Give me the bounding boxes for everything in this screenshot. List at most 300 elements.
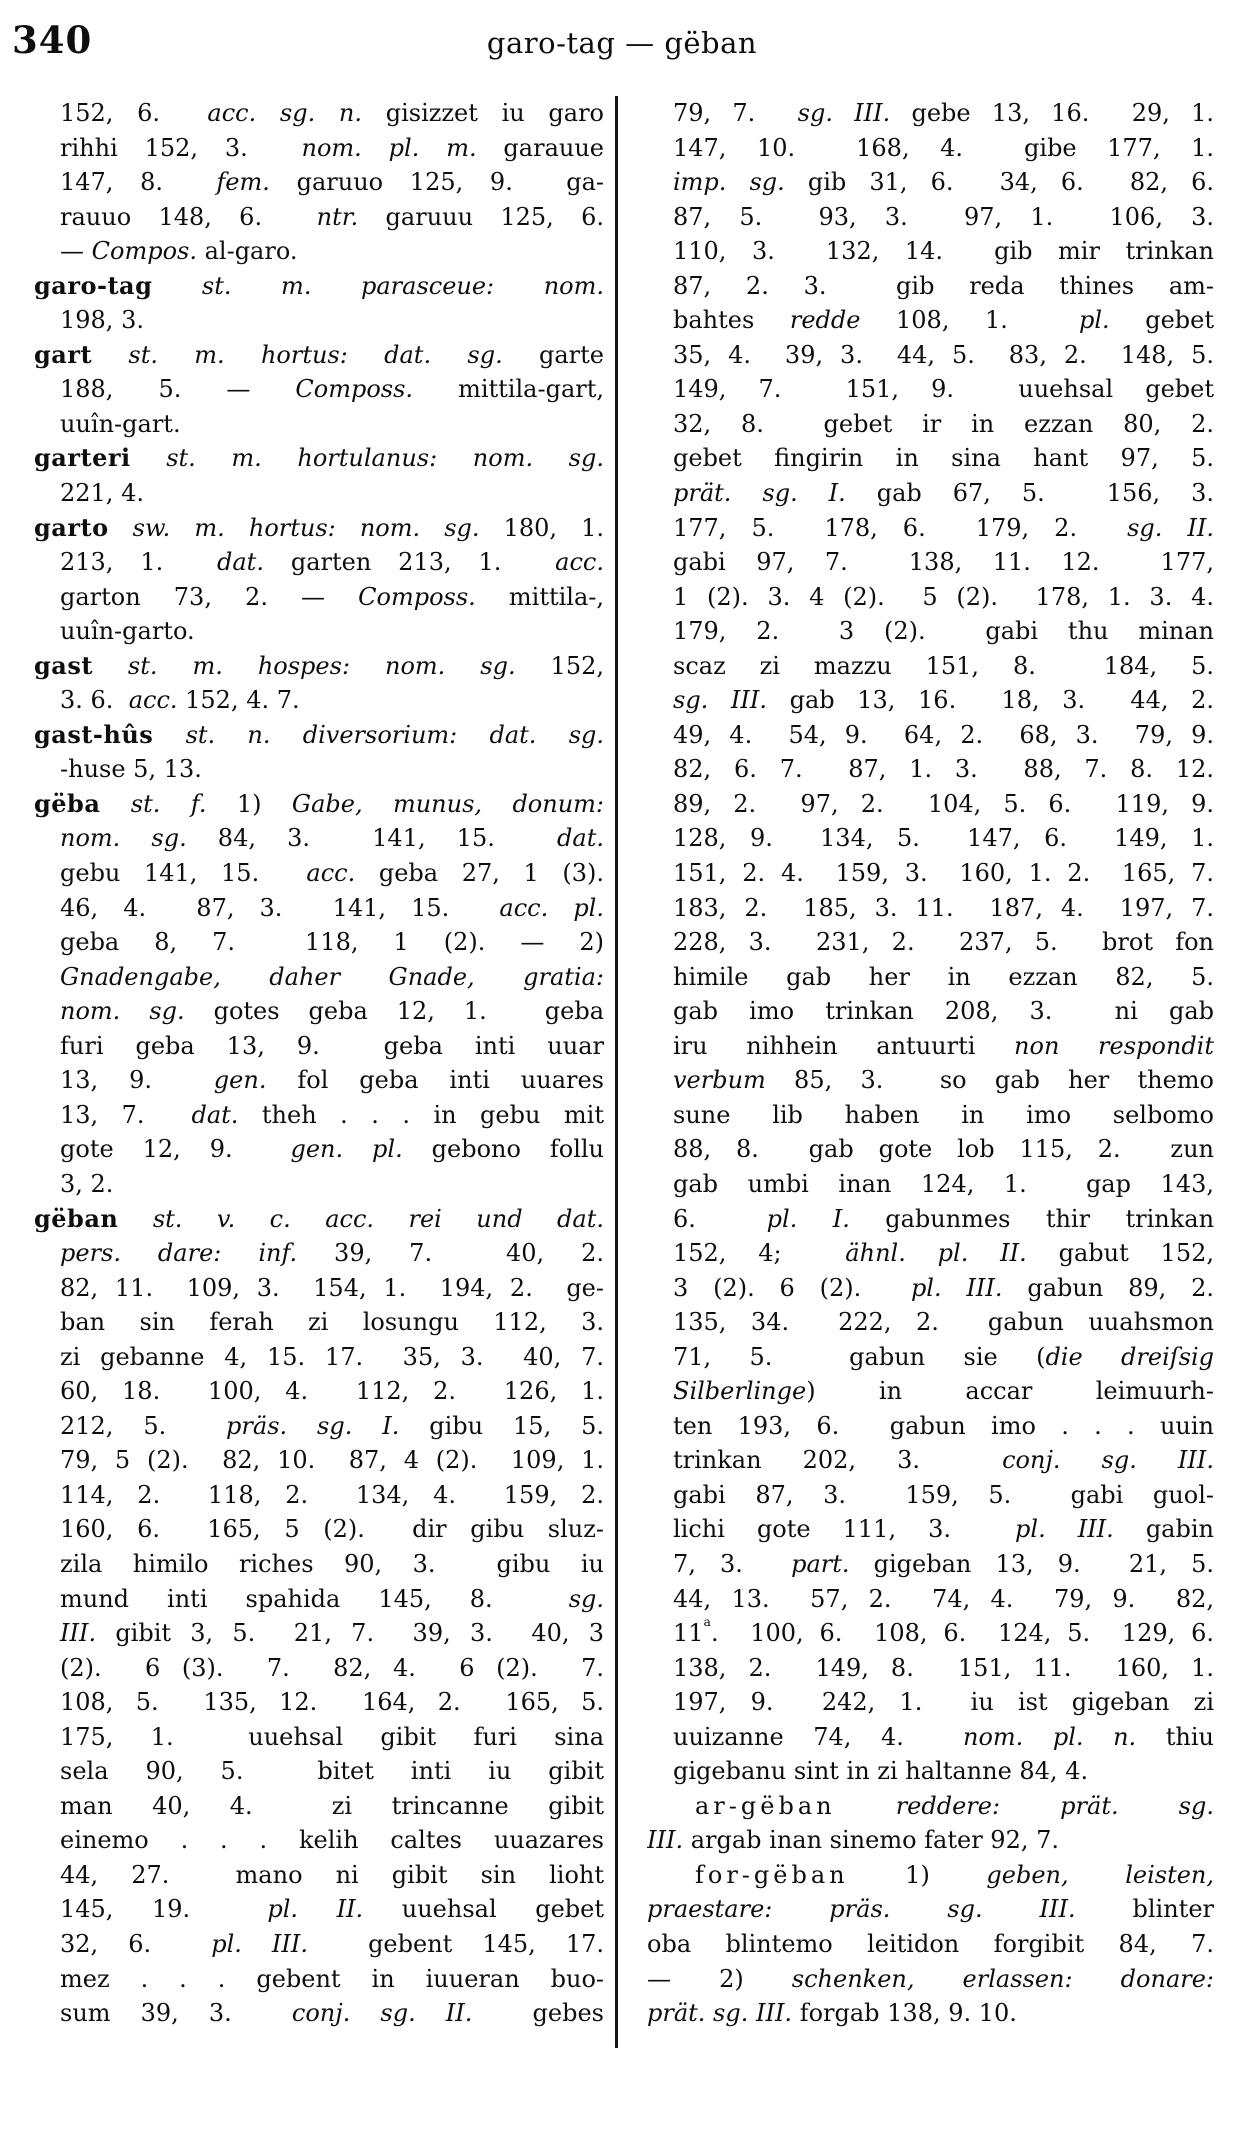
headword: garto (34, 512, 109, 542)
text-line (34, 1512, 604, 1547)
text-line (647, 200, 1214, 235)
text-line (647, 303, 1214, 338)
text-segment: conj. sg. III. (1002, 1446, 1214, 1475)
text-segment: acc. (555, 548, 604, 577)
text-segment: 110, 3. 132, 14. gib mir trinkan (673, 237, 1214, 266)
text-segment: gabun 89, 2. (1002, 1273, 1214, 1302)
text-line (647, 1582, 1214, 1617)
text-line (34, 1202, 604, 1237)
text-segment: argab inan sinemo fater 92, 7. (683, 1826, 1060, 1855)
text-segment (118, 1205, 152, 1233)
text-line (34, 614, 604, 649)
text-segment: ntr. (316, 202, 359, 231)
text-segment: -huse 5, 13. (60, 755, 202, 784)
text-segment: pl. III. (910, 1273, 1003, 1302)
text-segment: Gnadengabe, daher Gnade, gratia: (60, 962, 604, 991)
text-segment (100, 790, 130, 818)
text-segment: 221, 4. (60, 479, 144, 508)
text-line (34, 1582, 604, 1617)
text-line (647, 1063, 1214, 1098)
text-segment: gigeban 13, 9. 21, 5. (849, 1549, 1214, 1578)
text-line (647, 407, 1214, 442)
text-line (647, 1685, 1214, 1720)
text-segment (109, 514, 133, 542)
text-segment: sg. III. (673, 686, 767, 715)
text-segment (131, 444, 167, 472)
text-line (34, 787, 604, 822)
text-line (647, 1374, 1214, 1409)
text-line (647, 1478, 1214, 1513)
text-segment: . 100, 6. 108, 6. 124, 5. 129, 6. (710, 1619, 1214, 1648)
text-segment: 13, 9. (60, 1066, 214, 1095)
text-segment: gabi 97, 7. 138, 11. 12. 177, (673, 548, 1214, 577)
text-line (34, 1720, 604, 1755)
text-line (647, 1720, 1214, 1755)
text-line (34, 925, 604, 960)
text-line (34, 960, 604, 995)
text-segment: acc. pl. (499, 893, 604, 922)
text-segment: sune lib haben in imo selbomo (673, 1100, 1214, 1129)
text-line (647, 960, 1214, 995)
text-segment: 175, 1. uuehsal gibit furi sina (60, 1722, 604, 1751)
text-line (647, 269, 1214, 304)
text-segment: Gabe, munus, donum: (291, 789, 604, 818)
text-line (34, 1858, 604, 1893)
text-segment: st. m. hortulanus: nom. sg. (166, 444, 604, 473)
text-segment: pl. III. (1015, 1515, 1114, 1544)
text-segment: himile gab her in ezzan 82, 5. (673, 962, 1214, 991)
text-line (34, 856, 604, 891)
text-segment: 108, 5. 135, 12. 164, 2. 165, 5. (60, 1688, 604, 1717)
text-line (647, 752, 1214, 787)
text-line (647, 1651, 1214, 1686)
text-segment: 212, 5. (60, 1411, 227, 1440)
text-line (34, 338, 604, 373)
text-line (34, 372, 604, 407)
text-line (647, 372, 1214, 407)
text-segment: mittila-, (475, 582, 604, 611)
text-segment: pl. I. (766, 1204, 850, 1233)
text-line (34, 1236, 604, 1271)
text-line (647, 476, 1214, 511)
text-segment: dat. (191, 1100, 239, 1129)
text-line (647, 1754, 1214, 1789)
text-segment: 32, 6. (60, 1929, 212, 1958)
text-line (647, 1236, 1214, 1271)
text-segment: praestare: präs. sg. III. (647, 1895, 1076, 1924)
text-segment: gabunmes thir trinkan (849, 1204, 1214, 1233)
headword: gart (34, 339, 93, 369)
text-segment: rauuo 148, 6. (60, 202, 317, 231)
text-segment: gebet fingirin in sina hant 97, 5. (673, 444, 1214, 473)
text-line (34, 1927, 604, 1962)
text-segment: fol geba inti uuares (266, 1066, 604, 1095)
text-segment: 138, 2. 149, 8. 151, 11. 160, 1. (673, 1653, 1214, 1682)
text-segment: Compos. (91, 237, 197, 266)
text-segment: 1) (848, 1860, 987, 1889)
text-segment: mund inti spahida 145, 8. (60, 1584, 569, 1613)
text-segment: 145, 19. (60, 1895, 268, 1924)
text-segment: 7, 3. (673, 1549, 792, 1578)
text-segment (153, 721, 185, 749)
text-segment: 84, 3. 141, 15. (186, 824, 558, 853)
text-segment: 13, 7. (60, 1100, 192, 1129)
text-line (34, 1443, 604, 1478)
text-segment: redde (789, 306, 861, 335)
text-segment: geba 8, 7. 118, 1 (2). — 2) (60, 928, 604, 957)
text-segment: acc. sg. n. (207, 99, 363, 127)
text-segment: gabut 152, (1026, 1239, 1214, 1268)
text-segment (92, 341, 128, 369)
running-title: garo-tag — gëban (486, 26, 758, 60)
text-line (34, 96, 604, 131)
text-segment: 128, 9. 134, 5. 147, 6. 149, 1. (673, 824, 1214, 853)
right-column (647, 96, 1214, 2031)
text-segment: sg. III. (797, 99, 891, 127)
text-segment: st. f. (130, 789, 207, 818)
text-segment: gib 31, 6. 34, 6. 82, 6. (784, 168, 1214, 197)
text-segment: trinkan 202, 3. (673, 1446, 1003, 1475)
text-line (647, 234, 1214, 269)
column-divider (615, 96, 618, 2048)
text-segment: acc. (128, 686, 178, 715)
text-segment: gebet (1109, 306, 1214, 335)
text-segment: gabi 87, 3. 159, 5. gabi guol- (673, 1480, 1214, 1509)
text-segment: 152, 4; (673, 1239, 846, 1268)
text-line (34, 303, 604, 338)
text-segment: 32, 8. gebet ir in ezzan 80, 2. (673, 409, 1214, 438)
text-line (34, 649, 604, 684)
text-segment: garauue (476, 133, 604, 162)
text-segment: al-garo. (196, 237, 298, 266)
text-segment: mez . . . gebent in iuueran buo- (60, 1964, 604, 1993)
text-line (34, 1892, 604, 1927)
text-line (647, 1340, 1214, 1375)
text-segment: prät. sg. I. (673, 479, 846, 508)
text-segment: geba 27, 1 (3). (355, 859, 604, 888)
text-line (34, 1754, 604, 1789)
text-segment: 3 (2). 6 (2). (673, 1273, 911, 1302)
text-segment: 177, 5. 178, 6. 179, 2. (673, 513, 1128, 542)
text-segment: uuizanne 74, 4. (673, 1722, 963, 1751)
text-line (34, 994, 604, 1029)
text-segment: 46, 4. 87, 3. 141, 15. (60, 893, 500, 922)
text-segment: pers. dare: inf. (60, 1239, 298, 1268)
text-line (34, 821, 604, 856)
text-segment: III. (647, 1826, 684, 1855)
text-line (647, 1823, 1214, 1858)
text-segment: 213, 1. (60, 548, 217, 577)
text-segment: nom. pl. n. (963, 1722, 1137, 1751)
text-line (647, 1512, 1214, 1547)
text-line (647, 821, 1214, 856)
text-line (34, 1789, 604, 1824)
text-line (647, 580, 1214, 615)
text-columns (0, 96, 1244, 2048)
text-segment: st. m. parasceue: nom. (201, 271, 604, 300)
text-segment: 39, 7. 40, 2. (297, 1239, 604, 1268)
text-segment: 160, 6. 165, 5 (2). dir gibu sluz- (60, 1515, 604, 1544)
text-line (647, 891, 1214, 926)
text-segment: 183, 2. 185, 3. 11. 187, 4. 197, 7. (673, 893, 1214, 922)
text-line (34, 545, 604, 580)
text-segment: dat. (557, 824, 604, 853)
text-line (34, 200, 604, 235)
text-segment: gab 13, 16. 18, 3. 44, 2. (767, 686, 1214, 715)
text-segment: dat. (217, 548, 264, 577)
headword: garo-tag (34, 270, 153, 300)
text-segment: gebono follu (402, 1135, 604, 1164)
text-segment: sg. II. (1127, 513, 1214, 542)
text-segment: 114, 2. 118, 2. 134, 4. 159, 2. (60, 1480, 604, 1509)
text-line (34, 1167, 604, 1202)
text-segment: 152, 4. 7. (177, 686, 300, 715)
text-line (34, 580, 604, 615)
text-line (34, 1340, 604, 1375)
text-segment: schenken, erlassen: donare: (791, 1964, 1214, 1993)
text-segment: — 2) (647, 1964, 792, 1993)
headword: gëba (34, 788, 101, 818)
text-line (647, 1996, 1214, 2031)
text-line (34, 1547, 604, 1582)
text-line (34, 1823, 604, 1858)
text-segment: lichi gote 111, 3. (673, 1515, 1016, 1544)
text-segment: imp. sg. (673, 168, 785, 197)
text-line (647, 1927, 1214, 1962)
text-line (34, 1962, 604, 1997)
text-line (647, 545, 1214, 580)
text-segment (93, 652, 128, 680)
text-segment: nom. sg. (60, 997, 185, 1026)
text-segment: garuuu 125, 6. (358, 202, 604, 231)
text-segment: 188, 5. — (60, 375, 296, 404)
text-line (34, 1478, 604, 1513)
text-segment: prät. sg. III. (647, 1999, 793, 2028)
text-segment: acc. (306, 859, 356, 888)
text-line (647, 338, 1214, 373)
text-segment: conj. sg. II. (291, 1999, 473, 2028)
text-line (34, 1374, 604, 1409)
text-segment: 44, 13. 57, 2. 74, 4. 79, 9. 82, (673, 1584, 1214, 1613)
text-segment: gibit 3, 5. 21, 7. 39, 3. 40, 3 (96, 1619, 604, 1648)
text-line (647, 1029, 1214, 1064)
text-segment: 197, 9. 242, 1. iu ist gigeban zi (673, 1688, 1214, 1717)
text-line (647, 718, 1214, 753)
text-segment: 79, 5 (2). 82, 10. 87, 4 (2). 109, 1. (60, 1446, 604, 1475)
text-line (647, 1443, 1214, 1478)
text-line (34, 683, 604, 718)
text-segment: ten 193, 6. gabun imo . . . uuin (673, 1411, 1214, 1440)
text-segment: 108, 1. (860, 306, 1079, 335)
text-segment (152, 272, 202, 300)
text-segment: ) in accar leimuurh- (806, 1377, 1214, 1406)
text-segment: (2). 6 (3). 7. 82, 4. 6 (2). 7. (60, 1653, 604, 1682)
text-line (34, 1685, 604, 1720)
text-segment: pl. (1079, 306, 1110, 335)
text-segment: 82, 11. 109, 3. 154, 1. 194, 2. ge- (60, 1273, 604, 1302)
left-column (34, 96, 604, 2031)
text-segment: einemo . . . kelih caltes uuazares (60, 1826, 604, 1855)
text-segment: 151, 2. 4. 159, 3. 160, 1. 2. 165, 7. (673, 859, 1214, 888)
text-line (647, 1167, 1214, 1202)
text-segment: theh . . . in gebu mit (238, 1100, 604, 1129)
text-line (34, 1651, 604, 1686)
text-segment: zi gebanne 4, 15. 17. 35, 3. 40, 7. (60, 1342, 604, 1371)
text-segment: 35, 4. 39, 3. 44, 5. 83, 2. 148, 5. (673, 340, 1214, 369)
text-segment: fem. (216, 168, 270, 197)
text-segment: uuehsal gebet (363, 1895, 604, 1924)
text-segment: ar-gëban (695, 1791, 836, 1820)
text-segment: gibu 15, 5. (399, 1411, 604, 1440)
text-line (647, 683, 1214, 718)
text-segment: rihhi 152, 3. (60, 133, 302, 162)
text-segment: ähnl. pl. II. (845, 1239, 1027, 1268)
text-line (647, 1616, 1214, 1651)
text-line (34, 511, 604, 546)
text-segment: non respondit (1014, 1031, 1214, 1060)
text-line (34, 165, 604, 200)
text-segment: 82, 6. 7. 87, 1. 3. 88, 7. 8. 12. (673, 755, 1214, 784)
text-segment: garton 73, 2. — (60, 582, 359, 611)
text-line (34, 1098, 604, 1133)
text-segment: Composs. (295, 375, 414, 404)
text-line (647, 856, 1214, 891)
text-line (34, 1029, 604, 1064)
text-segment: gebes (472, 1999, 604, 2028)
text-line (34, 1616, 604, 1651)
text-line (647, 1789, 1214, 1824)
text-segment: furi geba 13, 9. geba inti uuar (60, 1031, 604, 1060)
text-segment: 71, 5. gabun sie ( (673, 1342, 1046, 1371)
text-line (34, 1132, 604, 1167)
text-segment: gebe 13, 16. 29, 1. (890, 99, 1214, 127)
text-segment: pl. II. (267, 1895, 364, 1924)
text-segment: 152, 6. (60, 99, 208, 127)
text-segment: st. v. c. acc. rei und dat. (152, 1204, 604, 1233)
text-segment: reddere: prät. sg. (895, 1791, 1214, 1820)
text-segment: gab 67, 5. 156, 3. (845, 479, 1214, 508)
text-segment: geben, leisten, (986, 1860, 1214, 1889)
headword: garteri (34, 443, 131, 473)
text-segment: bahtes (673, 306, 790, 335)
text-segment: 1 (2). 3. 4 (2). 5 (2). 178, 1. 3. 4. (673, 582, 1214, 611)
text-line (647, 165, 1214, 200)
text-segment: man 40, 4. zi trincanne gibit (60, 1791, 604, 1820)
text-segment: 60, 18. 100, 4. 112, 2. 126, 1. (60, 1377, 604, 1406)
text-segment: part. (791, 1549, 850, 1578)
text-segment: 149, 7. 151, 9. uuehsal gebet (673, 375, 1214, 404)
headword: gëban (34, 1203, 119, 1233)
text-segment: gabin (1113, 1515, 1214, 1544)
text-segment: 179, 2. 3 (2). gabi thu minan (673, 617, 1214, 646)
text-segment: uuîn-gart. (60, 409, 181, 438)
text-segment: sg. (568, 1584, 604, 1613)
text-line (34, 269, 604, 304)
text-segment: gote 12, 9. (60, 1135, 291, 1164)
text-line (34, 1063, 604, 1098)
text-segment: 89, 2. 97, 2. 104, 5. 6. 119, 9. (673, 789, 1214, 818)
text-segment: iru nihhein antuurti (673, 1031, 1015, 1060)
text-segment: blinter (1075, 1895, 1214, 1924)
text-line (34, 407, 604, 442)
text-line (647, 649, 1214, 684)
text-segment: III. (60, 1619, 97, 1648)
text-segment: forgab 138, 9. 10. (792, 1999, 1017, 2028)
text-segment: thiu (1136, 1722, 1214, 1751)
text-segment: 228, 3. 231, 2. 237, 5. brot fon (673, 928, 1214, 957)
text-segment: 135, 34. 222, 2. gabun uuahsmon (673, 1308, 1214, 1337)
text-line (647, 994, 1214, 1029)
text-line (647, 1305, 1214, 1340)
text-segment: 198, 3. (60, 306, 144, 335)
text-line (34, 1305, 604, 1340)
text-segment: 49, 4. 54, 9. 64, 2. 68, 3. 79, 9. (673, 720, 1214, 749)
text-segment: for-gëban (695, 1860, 849, 1889)
text-segment: a (703, 1616, 711, 1630)
text-line (34, 718, 604, 753)
text-segment: 85, 3. so gab her themo (765, 1066, 1214, 1095)
text-segment: — (60, 237, 92, 266)
headword: gast-hûs (34, 719, 154, 749)
text-segment: scaz zi mazzu 151, 8. 184, 5. (673, 651, 1214, 680)
text-segment: zila himilo riches 90, 3. gibu iu (60, 1549, 604, 1578)
text-line (34, 752, 604, 787)
page-number: 340 (12, 18, 93, 62)
text-segment: 44, 27. mano ni gibit sin lioht (60, 1860, 604, 1889)
page-header (0, 12, 1244, 72)
text-segment: Composs. (358, 582, 476, 611)
text-segment: präs. sg. I. (226, 1411, 400, 1440)
text-line (34, 1271, 604, 1306)
text-segment: oba blintemo leitidon forgibit 84, 7. (647, 1929, 1214, 1958)
text-segment: gotes geba 12, 1. geba (184, 997, 604, 1026)
headword: gast (34, 650, 93, 680)
text-line (34, 131, 604, 166)
text-segment: verbum (673, 1066, 766, 1095)
text-line (34, 441, 604, 476)
text-line (647, 925, 1214, 960)
text-segment (836, 1792, 896, 1820)
text-segment: 147, 10. 168, 4. gibe 177, 1. (673, 133, 1214, 162)
text-line (647, 1202, 1214, 1237)
text-segment: uuîn-garto. (60, 617, 195, 646)
text-segment: garuuo 125, 9. ga- (269, 168, 604, 197)
text-line (647, 441, 1214, 476)
text-segment: 1) (206, 789, 292, 818)
text-line (34, 234, 604, 269)
text-line (647, 1892, 1214, 1927)
text-segment: 87, 2. 3. gib reda thines am- (673, 271, 1214, 300)
text-segment: gisizzet iu garo (362, 99, 604, 127)
text-segment: sum 39, 3. (60, 1999, 292, 2028)
text-line (647, 96, 1214, 131)
text-line (647, 1858, 1214, 1893)
text-segment: nom. pl. m. (301, 133, 477, 162)
text-segment: 87, 5. 93, 3. 97, 1. 106, 3. (673, 202, 1214, 231)
text-segment: sela 90, 5. bitet inti iu gibit (60, 1757, 604, 1786)
text-line (34, 1409, 604, 1444)
text-segment: ban sin ferah zi losungu 112, 3. (60, 1308, 604, 1337)
text-segment: 3. 6. (60, 686, 129, 715)
text-segment: garten 213, 1. (263, 548, 556, 577)
text-segment: mittila-gart, (413, 375, 604, 404)
text-line (647, 1098, 1214, 1133)
text-line (647, 1132, 1214, 1167)
text-segment: gebent 145, 17. (307, 1929, 604, 1958)
text-line (647, 131, 1214, 166)
text-segment: gab imo trinkan 208, 3. ni gab (673, 997, 1214, 1026)
text-segment: 3, 2. (60, 1169, 114, 1198)
